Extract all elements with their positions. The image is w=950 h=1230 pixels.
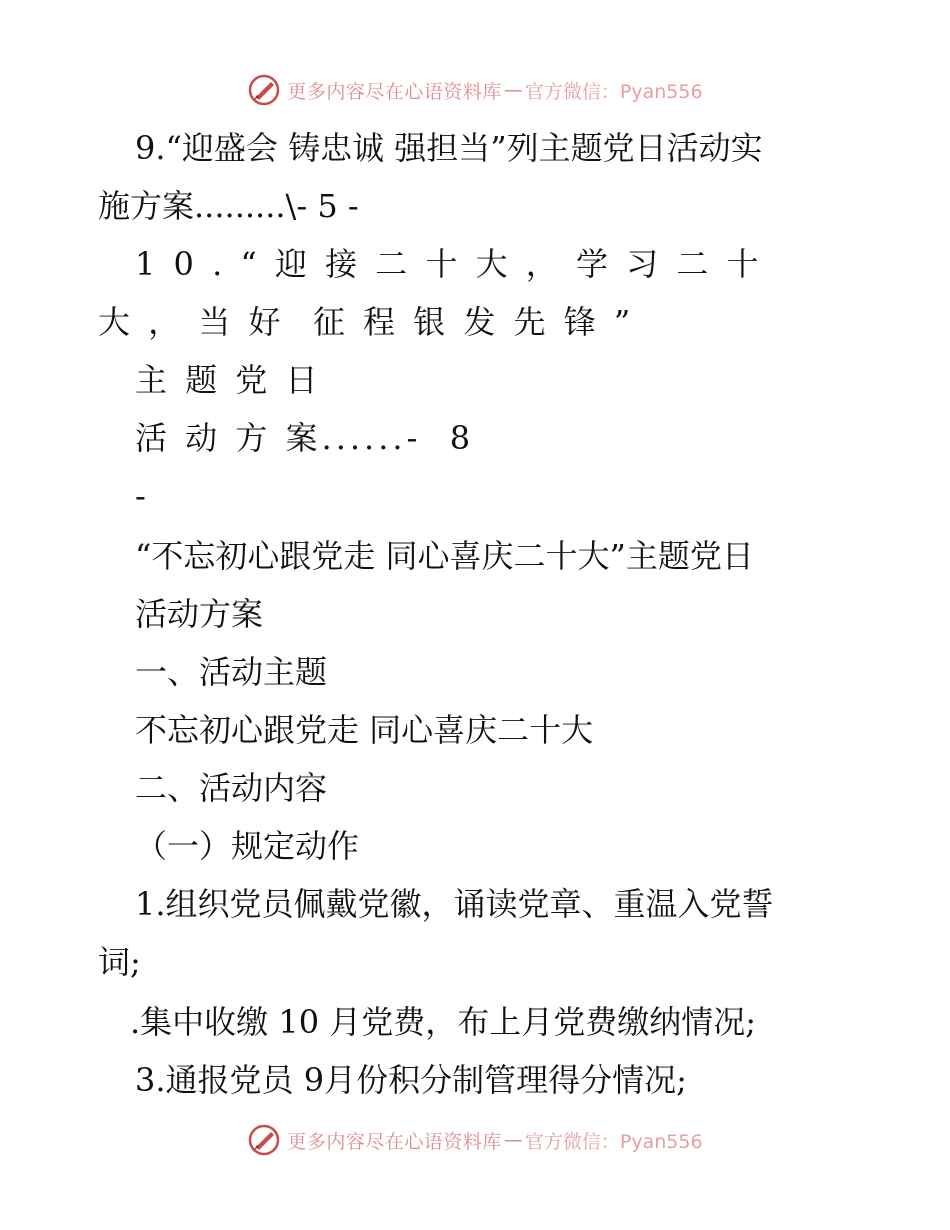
toc-item-9-line-1: 9.“迎盛会 铸忠诚 强担当”列主题党日活动实 [135, 129, 763, 167]
heading-activity-content: 二、活动内容 [135, 769, 328, 807]
toc-item-10-line-4: 活 动 方 案......- 8 [135, 419, 475, 457]
list-item-3: 3.通报党员 9月份积分制管理得分情况; [135, 1061, 687, 1099]
pen-seal-icon [247, 1123, 281, 1157]
toc-item-10-line-2: 大 ， 当 好 征 程 银 发 先 锋 ” [98, 303, 635, 341]
watermark-contact: 官方微信：Pyan556 [524, 1130, 703, 1153]
watermark-text: 更多内容尽在心语资料库 [287, 80, 502, 103]
heading-activity-theme: 一、活动主题 [135, 653, 328, 691]
activity-theme-text: 不忘初心跟党走 同心喜庆二十大 [135, 711, 594, 749]
watermark-separator: — [503, 79, 523, 101]
toc-item-10-line-1: 1 0 . “ 迎 接 二 十 大 ， 学 习 二 十 [135, 245, 763, 283]
list-item-2: .集中收缴 10 月党费，布上月党费缴纳情况; [130, 1003, 757, 1041]
section-title-line-1: “不忘初心跟党走 同心喜庆二十大”主题党日 [135, 537, 754, 575]
toc-item-9-line-2: 施方案.........\- 5 - [98, 187, 359, 225]
section-title-line-2: 活动方案 [135, 595, 264, 633]
watermark-contact: 官方微信：Pyan556 [524, 80, 703, 103]
watermark-footer [0, 1120, 950, 1160]
list-item-1-line-2: 词; [98, 943, 141, 981]
subheading-required-actions: （一）规定动作 [135, 827, 360, 865]
watermark-header [0, 70, 950, 110]
watermark-separator: — [503, 1129, 523, 1151]
watermark-text: 更多内容尽在心语资料库 [287, 1130, 502, 1153]
list-item-1-line-1: 1.组织党员佩戴党徽，诵读党章、重温入党誓 [135, 885, 774, 923]
toc-item-10-line-5: - [135, 477, 146, 515]
pen-seal-icon [247, 73, 281, 107]
toc-item-10-line-3: 主 题 党 日 [135, 361, 322, 399]
